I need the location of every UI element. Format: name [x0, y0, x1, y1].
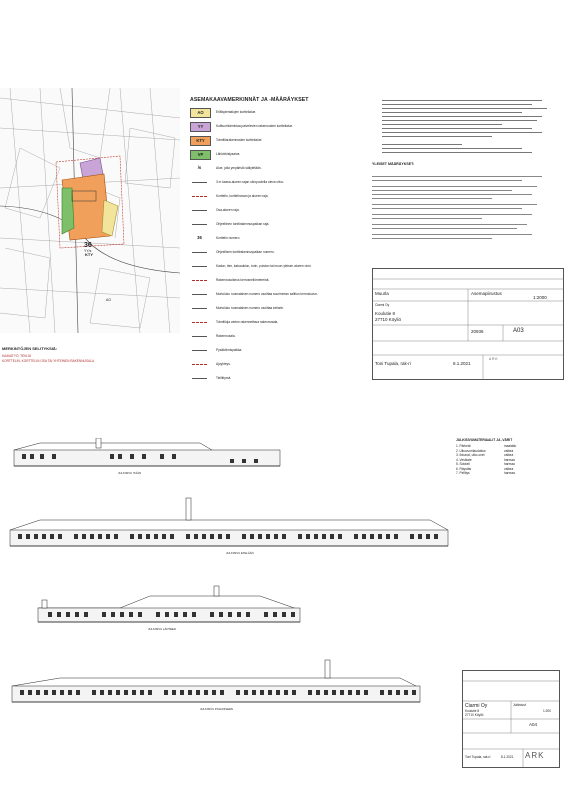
window [418, 534, 422, 539]
window [194, 534, 198, 539]
window [412, 690, 416, 695]
material-name: 7. Pellitys [456, 471, 470, 475]
legend-text: Lähivirkistysalue. [216, 152, 241, 156]
window [250, 534, 254, 539]
window [306, 534, 310, 539]
designer: Toni Tupala, rak-ri [375, 361, 411, 366]
legend-line-symbol [192, 294, 207, 295]
window [314, 534, 318, 539]
window [52, 690, 56, 695]
window [348, 690, 352, 695]
window [34, 534, 38, 539]
window [174, 612, 178, 617]
legend-text: Ohjeellinen tonttirakennuspaikan raja. [216, 222, 270, 226]
window [273, 612, 277, 617]
window [204, 690, 208, 695]
elev-ark-stamp: ARK [525, 751, 545, 760]
elev-drawing-number: A04 [529, 722, 538, 727]
window [146, 534, 150, 539]
client-city: 27710 Köyliö [375, 317, 402, 322]
sub-block-label: YY/s [84, 249, 92, 253]
window [44, 690, 48, 695]
window [196, 690, 200, 695]
elev-date: 8.1.2021 [501, 755, 514, 759]
window [106, 534, 110, 539]
window [356, 690, 360, 695]
material-color: harmaa [504, 471, 515, 475]
material-color: maalattu [504, 444, 517, 448]
legend-line-symbol [192, 196, 207, 197]
window [274, 534, 278, 539]
legend-title: ASEMAKAAVAMERKINNÄT JA -MÄÄRÄYKSET [190, 97, 309, 103]
window [124, 690, 128, 695]
window [172, 690, 176, 695]
window [138, 612, 142, 617]
window [102, 612, 106, 617]
legend-text: Tieliittymä. [216, 376, 232, 380]
materials-title: JULKISIVUMATERIAALIT JA -VÄRIT [456, 438, 513, 442]
elevations-sheet [0, 438, 566, 788]
window [130, 534, 134, 539]
legend-swatch: YY [190, 122, 211, 132]
window [386, 534, 390, 539]
window [132, 690, 136, 695]
material-color: valkea [504, 453, 514, 457]
window [66, 612, 70, 617]
window [362, 534, 366, 539]
elevation-east [14, 438, 280, 466]
window [48, 612, 52, 617]
window [20, 690, 24, 695]
material-name: 4. Vesikate [456, 457, 472, 462]
window [60, 690, 64, 695]
window [380, 690, 384, 695]
window [154, 534, 158, 539]
window [220, 690, 224, 695]
window [370, 534, 374, 539]
elev-drawing-type: Julkisivut [513, 703, 526, 707]
legend-line-symbol [192, 350, 207, 351]
legend-line-symbol [192, 336, 207, 337]
elev-client-street: Koulutie 8 [465, 709, 480, 713]
elevation-west [38, 586, 300, 622]
window [276, 690, 280, 695]
elevation-label-3: JULKISIVU LÄNTEEN [148, 627, 176, 631]
material-color: harmaa [504, 457, 515, 462]
window [202, 534, 206, 539]
legend-line-symbol [192, 266, 207, 267]
window [316, 690, 320, 695]
window [116, 690, 120, 695]
window [111, 612, 115, 617]
elevation-label-4: JULKISIVU POHJOISEEN [200, 707, 233, 711]
window [246, 612, 250, 617]
window [228, 612, 232, 617]
window [282, 534, 286, 539]
window [68, 690, 72, 695]
window [162, 534, 166, 539]
legend-text: Rakennusoikeus kerrosneliömetreinä. [216, 278, 270, 282]
legend-text: Murtoluku roomalainen numero osoittaa suurimman sallitun kerrosluvun. [216, 292, 318, 296]
window [266, 534, 270, 539]
material-name: 2. Ulkovuorilaudoitus [456, 448, 486, 453]
drawing-type: Asemapiirustus [471, 291, 502, 296]
material-row [456, 471, 561, 476]
window [74, 534, 78, 539]
legend-text: 3 m kaava-alueen rajan ulkopuolella oleva viiva. [216, 180, 284, 184]
window [324, 690, 328, 695]
window [410, 534, 414, 539]
window [120, 612, 124, 617]
window [282, 612, 286, 617]
window [340, 690, 344, 695]
legend-text: Rakennusala. [216, 334, 236, 338]
window [210, 612, 214, 617]
window [354, 534, 358, 539]
elevation-south [10, 498, 448, 546]
window [58, 534, 62, 539]
legend-text: Pysäköimispaikka. [216, 348, 243, 352]
window [170, 534, 174, 539]
legend-line-symbol [192, 308, 207, 309]
legend-text: Kadun, tien, katuaukion, torin, puiston tai muun yleisen alueen nimi. [216, 264, 312, 268]
window [396, 690, 400, 695]
window [330, 534, 334, 539]
window [140, 690, 144, 695]
left-note-line-2: KORTTELIN, KORTTELIN OSA TAI YHTEINEN RAKENNUSALA [2, 359, 94, 363]
legend-text: Alue, jolla ympäristö säilytetään. [216, 166, 262, 170]
materials-list [456, 444, 561, 476]
legend-text: Toimitilarakennusten korttelialue. [216, 138, 263, 142]
left-note-line-1: KAAVATYÖ, TEKIJÄ [2, 354, 31, 358]
window [258, 534, 262, 539]
window [188, 690, 192, 695]
general-rules-title: YLEISET MÄÄRÄYKSET: [372, 162, 415, 166]
window [114, 534, 118, 539]
window [28, 690, 32, 695]
legend-text: Korttelin, korttelinosan ja alueen raja. [216, 194, 269, 198]
legend-line-symbol [192, 252, 207, 253]
window [218, 534, 222, 539]
window [219, 612, 223, 617]
window [291, 612, 295, 617]
material-name: 5. Sokkeli [456, 462, 470, 466]
window [210, 534, 214, 539]
window [226, 534, 230, 539]
window [36, 690, 40, 695]
window [100, 690, 104, 695]
material-color: harmaa [504, 462, 515, 466]
material-name: 3. Ikkunat, ulko-ovet [456, 453, 485, 457]
window [394, 534, 398, 539]
left-note-title: MERKINTÖJEN SELITYKSIÄ: [2, 346, 58, 351]
material-color: valkea [504, 448, 514, 453]
window [42, 534, 46, 539]
municipality: Muurla [375, 291, 389, 296]
legend-line-symbol [192, 378, 207, 379]
elev-designer: Toni Tupala, rak-ri [465, 755, 491, 759]
legend-text: Kulttuuritoimintaa palvelevien rakennusten korttelialue. [216, 124, 294, 128]
window [404, 690, 408, 695]
window [156, 612, 160, 617]
window [434, 534, 438, 539]
window [332, 690, 336, 695]
window [84, 612, 88, 617]
window [183, 612, 187, 617]
window [180, 690, 184, 695]
legend-text: Toimitiloja varten rakennettava rakennusala. [216, 320, 279, 324]
window [268, 690, 272, 695]
legend-swatch: KTY [190, 136, 211, 146]
legend-swatch: 36 [190, 234, 209, 242]
client-street: Koulutie 8 [375, 311, 396, 316]
window [164, 690, 168, 695]
window [26, 534, 30, 539]
material-color: valkea [504, 466, 514, 471]
elev-client-city: 27710 Köyliö [465, 713, 484, 717]
legend-text: Korttelin numero. [216, 236, 241, 240]
window [90, 534, 94, 539]
window [186, 534, 190, 539]
elevation-label-2: JULKISIVU ETELÄÄN [226, 551, 254, 555]
window [148, 690, 152, 695]
window [338, 534, 342, 539]
window [284, 690, 288, 695]
cadastral-map [0, 88, 180, 333]
window [98, 534, 102, 539]
site-plan-title-block [372, 268, 564, 380]
window [378, 534, 382, 539]
window [50, 534, 54, 539]
date: 8.1.2021 [453, 361, 471, 366]
client-name: Ciarmi Oy [375, 303, 390, 307]
window [298, 534, 302, 539]
sheet-number: 20936 [471, 329, 484, 334]
legend-line-symbol [192, 182, 207, 183]
window [308, 690, 312, 695]
ark-stamp: ARK [489, 357, 499, 361]
block-code: KTY [85, 252, 93, 257]
material-name: 6. Räystäs [456, 466, 472, 471]
block-number: 36 [84, 242, 92, 249]
window [129, 612, 133, 617]
window [252, 690, 256, 695]
legend-line-symbol [192, 364, 207, 365]
drawing-number: A03 [513, 328, 524, 334]
legend-text: Osa-alueen raja. [216, 208, 240, 212]
site-plan-sheet [0, 88, 566, 410]
window [75, 612, 79, 617]
window [192, 612, 196, 617]
elevations-title-block [462, 670, 560, 768]
legend-swatch: /s [190, 164, 209, 172]
legend [190, 108, 365, 408]
window [322, 534, 326, 539]
elev-client-name: Ciarmi Oy [465, 703, 488, 709]
material-name: 1. Pärkeät [456, 444, 471, 448]
window [108, 690, 112, 695]
legend-swatch: AO [190, 108, 211, 118]
window [388, 690, 392, 695]
window [57, 612, 61, 617]
window [82, 534, 86, 539]
window [264, 612, 268, 617]
legend-line-symbol [192, 224, 207, 225]
legend-line-symbol [192, 322, 207, 323]
window [242, 534, 246, 539]
window [244, 690, 248, 695]
legend-text: Murtoluku roomalainen numero osoittaa kellarin. [216, 306, 285, 310]
window [165, 612, 169, 617]
ao-label: AO [106, 298, 112, 302]
legend-text: Erillispientalojen korttelialue. [216, 110, 257, 114]
window [18, 534, 22, 539]
elevation-label-1: JULKISIVU ITÄÄN [118, 471, 142, 475]
plan-notes [372, 98, 562, 248]
elev-scale: 1:200 [543, 709, 551, 713]
legend-line-symbol [192, 280, 207, 281]
window [292, 690, 296, 695]
window [212, 690, 216, 695]
legend-text: Ajoyhteys. [216, 362, 231, 366]
window [260, 690, 264, 695]
window [426, 534, 430, 539]
legend-swatch: VP [190, 150, 211, 160]
elevation-north [12, 660, 420, 702]
window [92, 690, 96, 695]
scale: 1:2000 [533, 295, 547, 300]
window [76, 690, 80, 695]
window [236, 690, 240, 695]
legend-line-symbol [192, 210, 207, 211]
window [138, 534, 142, 539]
window [364, 690, 368, 695]
window [237, 612, 241, 617]
legend-text: Ohjeellisen tonttirakennuspaikan numero. [216, 250, 275, 254]
